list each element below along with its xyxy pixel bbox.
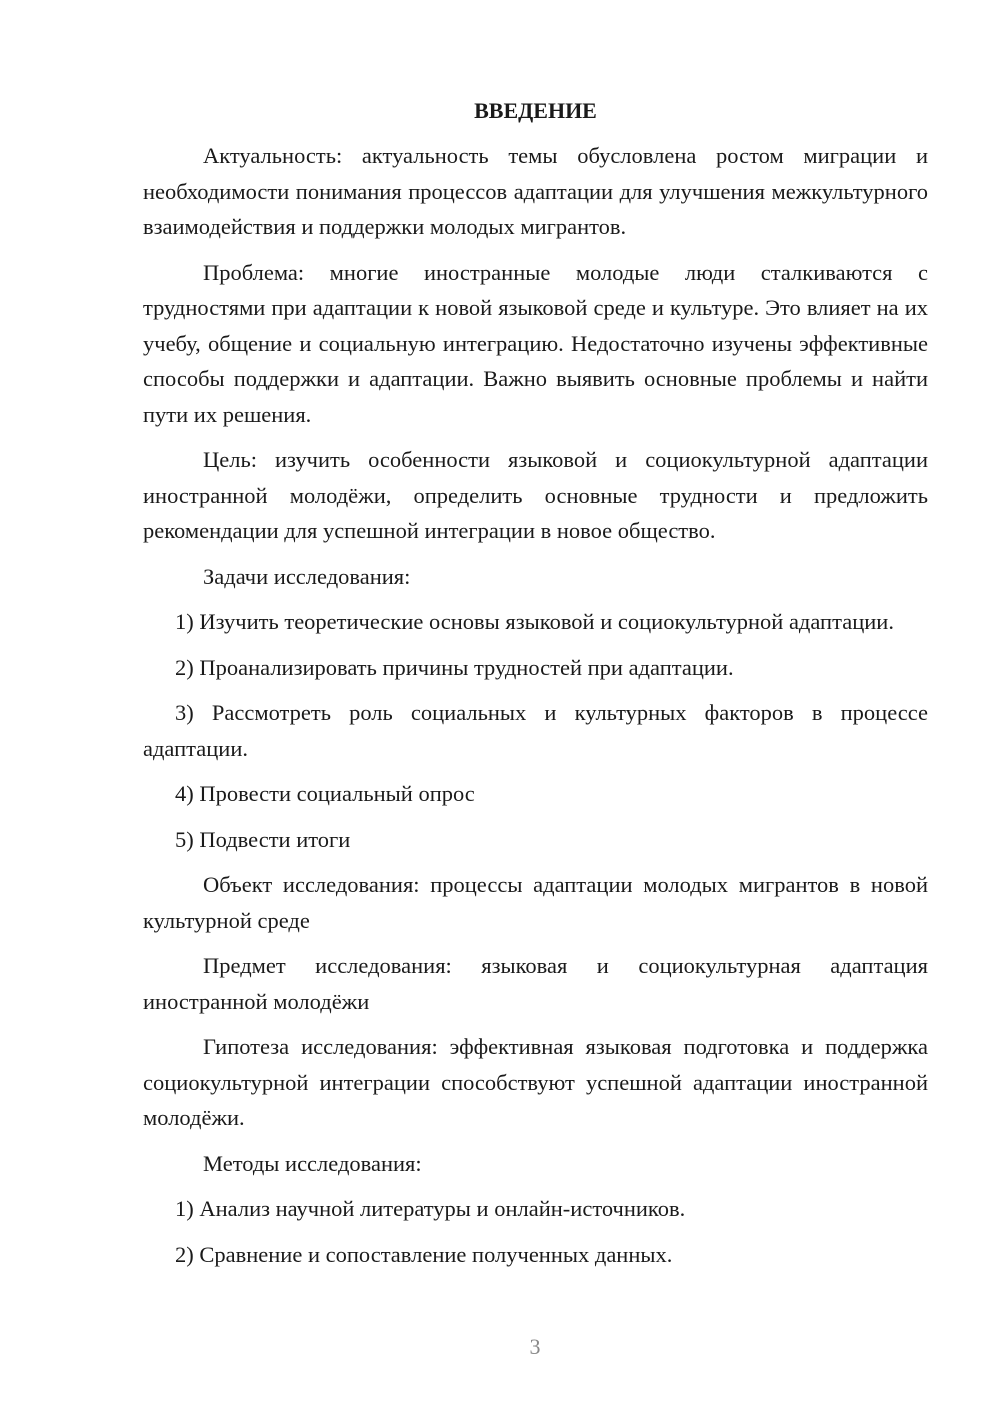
task-item-1: 1) Изучить теоретические основы языковой и социокультурной адаптации. [175,609,894,634]
task-item-4: 4) Провести социальный опрос [175,781,475,806]
relevance-paragraph: Актуальность: актуальность темы обусловлена ростом миграции и необходимости понимания процессов адаптации для улучшения межкультурного взаимодействия и поддержки молодых мигрантов. [143,143,928,239]
goal-paragraph: Цель: изучить особенности языковой и социокультурной адаптации иностранной молодёжи, определить основные трудности и предложить рекомендации для успешной интеграции в новое общество. [143,447,928,543]
page-number: 3 [529,1334,541,1359]
task-item-5: 5) Подвести итоги [175,826,351,852]
page-content [143,93,928,1282]
task-item-3: 3) Рассмотреть роль социальных и культурных факторов в процессе адаптации. [143,700,928,761]
task-item-2: 2) Проанализировать причины трудностей при адаптации. [175,654,734,680]
page-title: ВВЕДЕНИЕ [474,98,597,123]
problem-paragraph: Проблема: многие иностранные молодые люди сталкиваются с трудностями при адаптации к новой языковой среде и культуре. Это влияет на их учебу, общение и социальную интеграцию. Недостаточно изучены эффективные способы поддержки и адаптации. Важно выявить основные проблемы и найти пути их решения. [143,259,928,427]
method-item-2: 2) Сравнение и сопоставление полученных данных. [175,1241,673,1267]
method-item-1: 1) Анализ научной литературы и онлайн-источников. [175,1196,686,1221]
methods-heading: Методы исследования: [203,1150,422,1176]
subject-paragraph: Предмет исследования: языковая и социокультурная адаптация иностранной молодёжи [143,953,928,1014]
tasks-heading: Задачи исследования: [203,563,411,589]
hypothesis-paragraph: Гипотеза исследования: эффективная языковая подготовка и поддержка социокультурной интеграции способствуют успешной адаптации иностранной молодёжи. [143,1034,928,1130]
object-paragraph: Объект исследования: процессы адаптации молодых мигрантов в новой культурной среде [143,872,928,933]
